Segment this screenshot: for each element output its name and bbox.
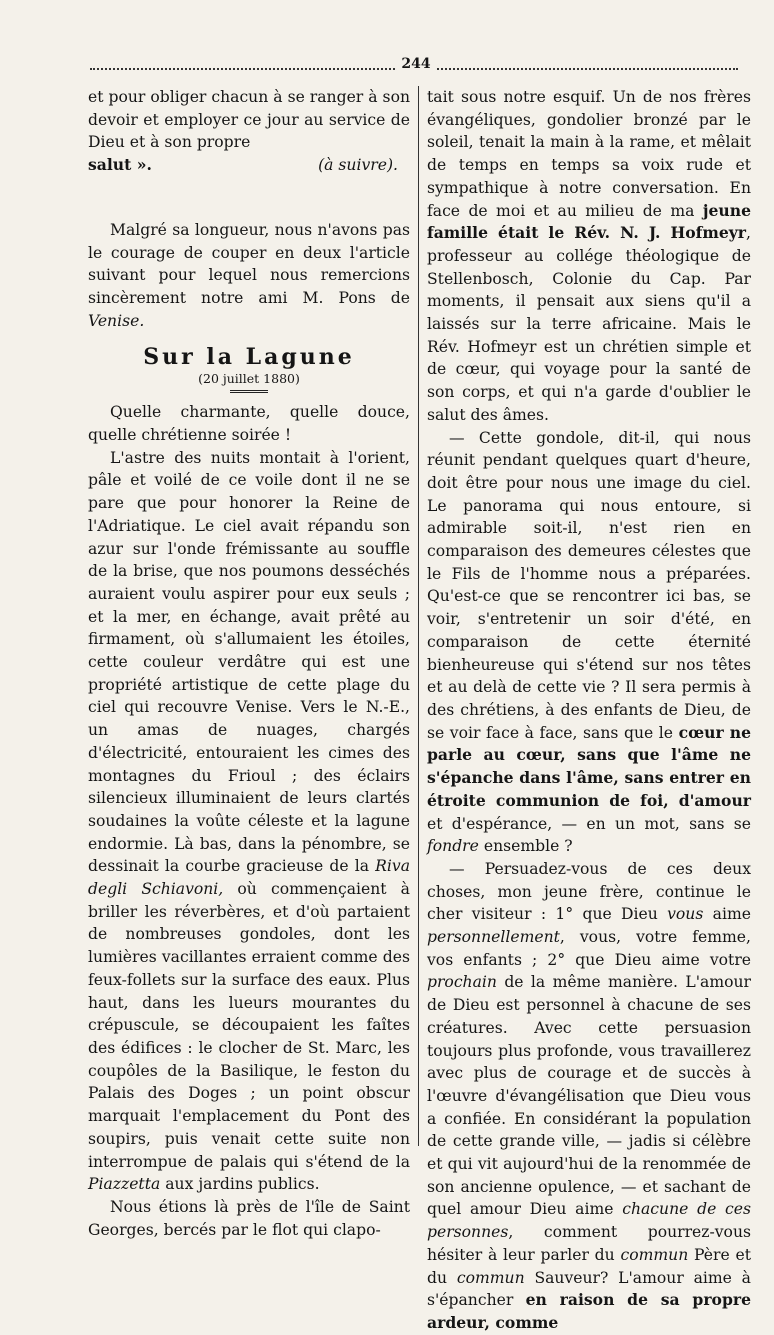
continuation-last: salut ». [88, 155, 152, 175]
article-title: Sur la Lagune [143, 344, 355, 371]
paragraph-6: — Persuadez-vous de ces deux choses, mon jeune frère, continue le cher visiteur : 1° que Dieu vous aime personnellement, vous, votre femme, vos enfants ; 2° que Dieu aime votre prochain de la même manière. L'amour de Dieu est personnel à chacune de ses créatures. Avec cette persuasion toujours plus profonde, vous travaillerez avec plus de courage et de succès à l'œuvre d'évangélisation que Dieu vous a confiée. En considérant la population de cette grande ville, — jadis si célèbre et qui vit aujourd'hui de la renommée de son ancienne opulence, — et sachant de quel amour Dieu aime chacune de ces personnes, comment pourrez-vous hésiter à leur parler du commun Père et du commun Sauveur? L'amour aime à s'épancher en raison de sa propre ardeur, comme [427, 859, 752, 1332]
paragraph-5: — Cette gondole, dit-il, qui nous réunit pendant quelques quart d'heure, doit être pour nous une image du ciel. Le panorama qui nous entoure, si admirable soit-il, n'est rien en comparaison des demeures célestes que le Fils de l'homme nous a préparées. Qu'est-ce que se rencontrer ici bas, se voir, s'entretenir un soir d'été, en comparaison de cette éternité bienheureuse qui s'étend sur nos têtes et au delà de cette vie ? Il sera permis à des chrétiens, à des enfants de Dieu, de se voir face à face, sans que le cœur ne parle au cœur, sans que l'âme ne s'épanche dans l'âme, sans entrer en étroite communion de foi, d'amour et d'espérance, — en un mot, sans se fondre ensemble ? [427, 428, 751, 856]
editor-note: Malgré sa longueur, nous n'avons pas le courage de couper en deux l'article suivant pour lequel nous remercions sincèrement notre ami M. Pons de Venise. [88, 220, 410, 330]
paragraph-1: Quelle charmante, quelle douce, quelle chrétienne soirée ! [88, 403, 410, 445]
paragraph-4: tait sous notre esquif. Un de nos frères évangéliques, gondolier bronzé par le soleil, tenait la main à la rame, et mêlait de temps en temps sa voix rude et sympathique à notre conversation. En face de moi et au milieu de ma jeune famille était le Rév. N. J. Hofmeyr, professeur au collége théologique de Stellenbosch, Colonie du Cap. Par moments, il pensait aux siens qu'il a laissés sur la terre africaine. Mais le Rév. Hofmeyr est un chrétien simple et de cœur, qui voyage pour la santé de son corps, et qui n'a garde d'oublier le salut des âmes. [427, 88, 752, 424]
column-divider [418, 86, 419, 1146]
continuation-text: et pour obliger chacun à se ranger à son devoir et employer ce jour au service de Dieu et à son propre [88, 88, 410, 152]
continuation-end [88, 154, 410, 177]
to-be-continued: (à suivre). [318, 156, 398, 175]
paragraph-2: L'astre des nuits montait à l'orient, pâle et voilé de ce voile dont il ne se pare que pour honorer la Reine de l'Adriatique. Le ciel avait répandu son azur sur l'onde frémissante au souffle de la brise, que nos poumons desséchés auraient voulu aspirer pour eux seuls ; et la mer, en échange, avait prêté au firmament, où s'allumaient les étoiles, cette couleur verdâtre qui est une propriété artistique de cette plage du ciel qui recouvre Venise. Vers le N.-E., un amas de nuages, chargés d'électricité, entouraient les cimes des montagnes du Frioul ; des éclairs silencieux illuminaient de leurs clartés soudaines la voûte céleste et la lagune endormie. Là bas, dans la pénombre, se dessinait la courbe gracieuse de la Riva degli Schiavoni, où commençaient à briller les réverbères, et d'où partaient de nombreuses gondoles, dont les lumières vacillantes erraient comme des feux-follets sur la surface des eaux. Plus haut, dans les lueurs mourantes du crépuscule, se découpaient les faîtes des édifices : le clocher de St. Marc, les coupôles de la Basilique, le feston du Palais des Doges ; un point obscur marquait l'emplacement du Pont des soupirs, puis venait cette suite non interrompue de palais qui s'étend de la Piazzetta aux jardins publics. [88, 448, 410, 1194]
title-rule [230, 390, 268, 393]
right-column [427, 86, 751, 1335]
page-number: 244 [396, 56, 436, 72]
left-column [88, 86, 410, 1241]
paragraph-3: Nous étions là près de l'île de Saint Georges, bercés par le flot qui clapo- [88, 1197, 410, 1239]
article-date: (20 juillet 1880) [198, 371, 300, 387]
